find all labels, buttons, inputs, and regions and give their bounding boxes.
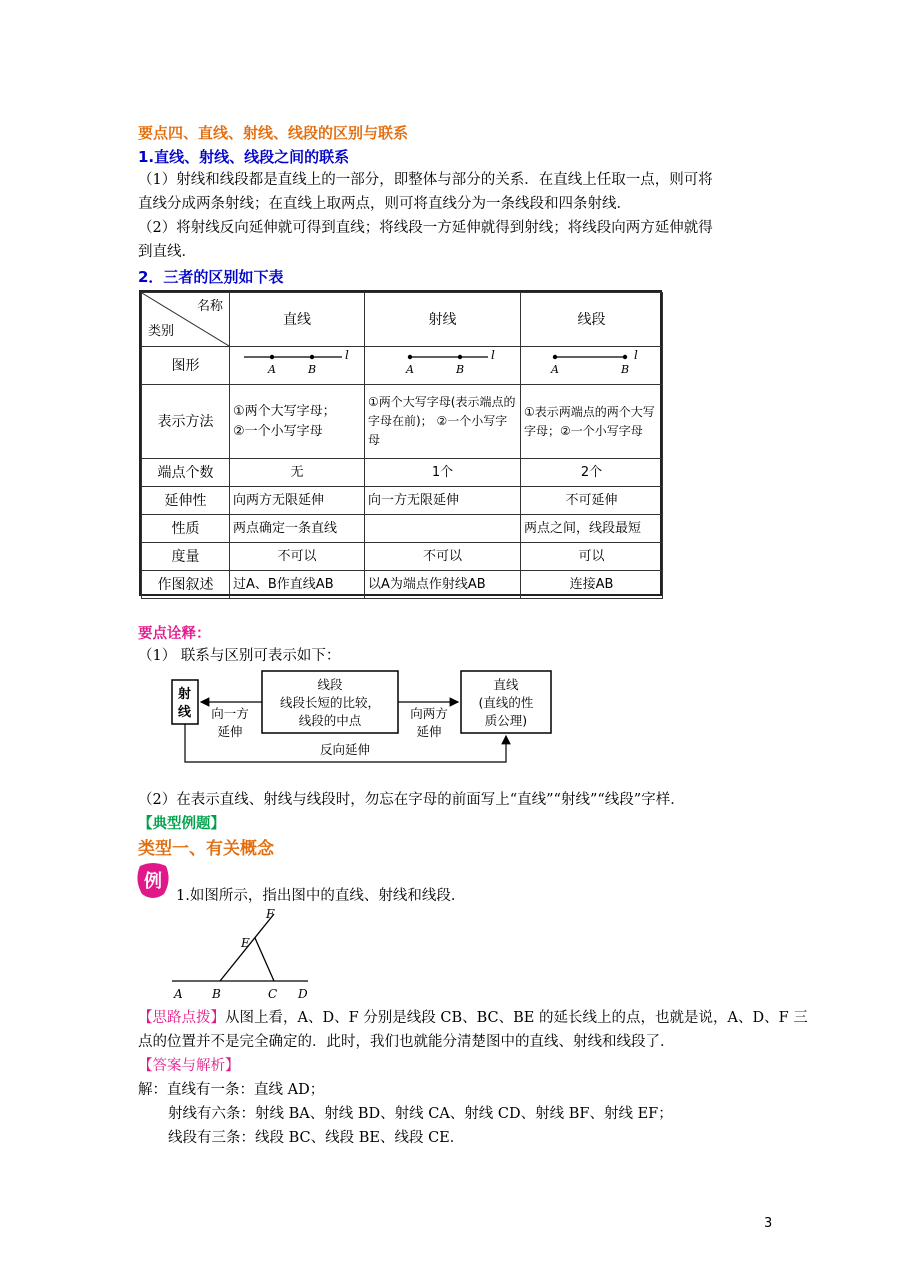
page-number: 3 bbox=[764, 1216, 773, 1231]
point-c: C bbox=[268, 987, 278, 1001]
table-row bbox=[142, 571, 663, 599]
ray-box-label: 射线 bbox=[178, 687, 192, 720]
answer-tag: 【答案与解析】 bbox=[138, 1058, 240, 1074]
cell: 过A、B作直线AB bbox=[230, 571, 365, 599]
badge-label: 例 bbox=[144, 871, 162, 892]
cell: 2个 bbox=[521, 459, 663, 487]
figure-segment bbox=[521, 347, 663, 385]
table-row bbox=[142, 543, 663, 571]
paragraph-1-line-2: 直线分成两条射线；在直线上取两点，则可将直线分为一条线段和四条射线． bbox=[138, 196, 631, 212]
answer-line-1: 解：直线有一条：直线 AD； bbox=[138, 1082, 325, 1098]
cell: 1个 bbox=[365, 459, 521, 487]
corner-name-label: 名称 bbox=[196, 299, 223, 314]
cell: 向一方无限延伸 bbox=[365, 487, 521, 515]
table-corner bbox=[142, 293, 230, 347]
cell: 无 bbox=[230, 459, 365, 487]
cell: 不可以 bbox=[365, 543, 521, 571]
comparison-table bbox=[139, 290, 662, 596]
label-a: A bbox=[268, 363, 276, 376]
paragraph-2-line-2: 到直线． bbox=[138, 244, 196, 260]
label-l: l bbox=[345, 348, 349, 362]
point-b: B bbox=[212, 987, 221, 1001]
figure-ray bbox=[365, 347, 521, 385]
point-f: F bbox=[266, 907, 275, 921]
table-row bbox=[142, 515, 663, 543]
row-head: 度量 bbox=[142, 543, 230, 571]
cell: 两点确定一条直线 bbox=[230, 515, 365, 543]
table-row bbox=[142, 385, 663, 459]
paragraph-2-line-1: （2）将射线反向延伸就可得到直线；将线段一方延伸就得到射线；将线段向两方延伸就得 bbox=[138, 220, 713, 236]
row-head: 端点个数 bbox=[142, 459, 230, 487]
bottom-arrow-label: 反向延伸 bbox=[319, 742, 371, 757]
example-badge bbox=[136, 862, 170, 900]
label-b: B bbox=[455, 363, 464, 376]
subsection-title-2: 2．三者的区别如下表 bbox=[138, 268, 284, 286]
segment-ec bbox=[255, 938, 274, 981]
right-arrow-label: 向两方延伸 bbox=[410, 706, 448, 739]
label-a: A bbox=[405, 363, 414, 376]
row-head: 延伸性 bbox=[142, 487, 230, 515]
row-head: 表示方法 bbox=[142, 385, 230, 459]
examples-header: 【典型例题】 bbox=[138, 816, 225, 832]
cell: 两点之间，线段最短 bbox=[521, 515, 663, 543]
column-header-line: 直线 bbox=[230, 293, 365, 347]
cell bbox=[365, 515, 521, 543]
figure-line bbox=[230, 347, 365, 385]
cell: 以A为端点作射线AB bbox=[365, 571, 521, 599]
hint-text: 从图上看，A、D、F 分别是线段 CB、BC、BE 的延长线上的点，也就是说，A、D、F 三 bbox=[225, 1010, 808, 1026]
row-head: 作图叙述 bbox=[142, 571, 230, 599]
column-header-ray: 射线 bbox=[365, 293, 521, 347]
table-row bbox=[142, 459, 663, 487]
hint-line-2: 点的位置并不是完全确定的．此时，我们也就能分清楚图中的直线、射线和线段了． bbox=[138, 1034, 675, 1050]
label-l: l bbox=[490, 348, 495, 362]
left-arrow-label: 向一方延伸 bbox=[211, 706, 249, 739]
cell-ray-notation: ①两个大写字母(表示端点的字母在前)； ②一个小写字母 bbox=[365, 385, 521, 459]
label-b: B bbox=[620, 363, 629, 376]
cell: 不可以 bbox=[230, 543, 365, 571]
cell: 连接AB bbox=[521, 571, 663, 599]
point-a: A bbox=[174, 987, 183, 1001]
paragraph-1-line-1: （1）射线和线段都是直线上的一部分，即整体与部分的关系．在直线上任取一点，则可将 bbox=[138, 172, 713, 188]
line-box-label: 直线(直线的性质公理) bbox=[478, 677, 534, 728]
cell: 向两方无限延伸 bbox=[230, 487, 365, 515]
cell: 可以 bbox=[521, 543, 663, 571]
table-row bbox=[142, 347, 663, 385]
point-e: E bbox=[241, 936, 250, 950]
notes-item-1: （1） 联系与区别可表示如下： bbox=[138, 648, 341, 664]
table-row bbox=[142, 487, 663, 515]
subsection-title-1: 1.直线、射线、线段之间的联系 bbox=[138, 148, 350, 166]
column-header-segment: 线段 bbox=[521, 293, 663, 347]
question-1: 1.如图所示，指出图中的直线、射线和线段． bbox=[176, 888, 466, 904]
label-l: l bbox=[633, 348, 638, 362]
cell-segment-notation: ①表示两端点的两个大写字母；②一个小写字母 bbox=[521, 385, 663, 459]
corner-category-label: 类别 bbox=[148, 324, 175, 339]
cell: 不可延伸 bbox=[521, 487, 663, 515]
hint-tag: 【思路点拨】 bbox=[138, 1010, 225, 1026]
label-b: B bbox=[308, 363, 317, 376]
answer-line-3: 线段有三条：线段 BC、线段 BE、线段 CE． bbox=[168, 1130, 465, 1146]
cell-line-notation: ①两个大写字母； ②一个小写字母 bbox=[230, 385, 365, 459]
point-d: D bbox=[298, 987, 308, 1001]
relationship-diagram bbox=[165, 668, 565, 770]
label-a: A bbox=[550, 363, 559, 376]
row-head: 图形 bbox=[142, 347, 230, 385]
notes-item-2: （2）在表示直线、射线与线段时，勿忘在字母的前面写上“直线”“射线”“线段”字样． bbox=[138, 792, 685, 808]
geometry-figure bbox=[168, 906, 318, 1004]
row-head: 性质 bbox=[142, 515, 230, 543]
section-title: 要点四、直线、射线、线段的区别与联系 bbox=[138, 124, 409, 142]
notes-title: 要点诠释： bbox=[138, 626, 211, 642]
answer-line-2: 射线有六条：射线 BA、射线 BD、射线 CA、射线 CD、射线 BF、射线 EF； bbox=[168, 1106, 673, 1122]
segment-box-label: 线段线段长短的比较，线段的中点 bbox=[279, 677, 381, 728]
hint-line-1 bbox=[138, 1006, 808, 1030]
type-1-title: 类型一、有关概念 bbox=[138, 839, 274, 859]
